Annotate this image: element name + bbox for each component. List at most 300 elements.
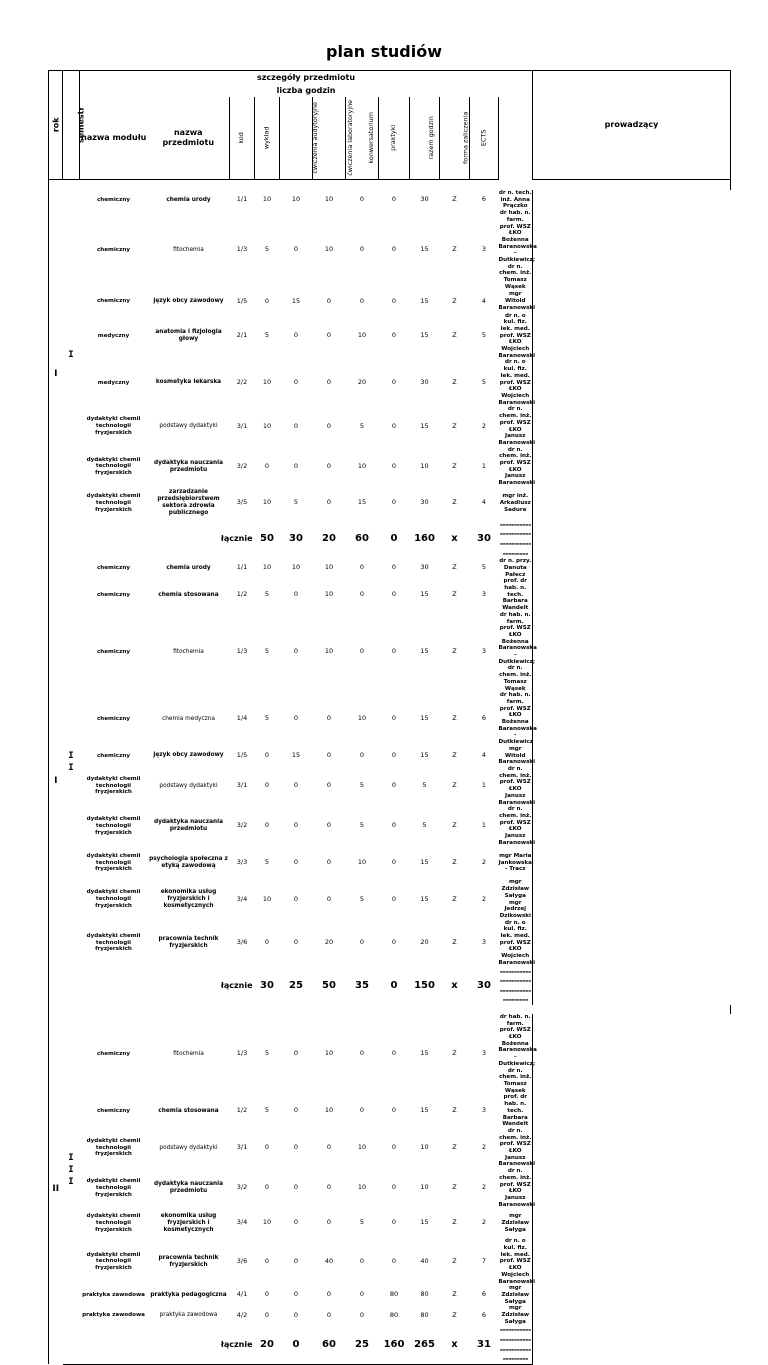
cw-lab-cell: 10	[324, 245, 334, 254]
subject-name: psychologia społeczna z etyką zawodową	[149, 855, 228, 869]
cw-aud-cell: 0	[293, 1106, 299, 1115]
ects-cell: 2	[481, 858, 487, 867]
sum-row	[49, 967, 731, 1005]
code-cell: 3/5	[236, 498, 248, 507]
ects-cell: 6	[481, 1310, 487, 1319]
code-cell: 3/1	[236, 781, 248, 790]
konwersatorium-cell: 10	[357, 1143, 367, 1152]
header-forma-zaliczenia: forma zaliczenia	[440, 97, 470, 180]
sum-f: x	[451, 979, 458, 991]
wyklad-cell: 10	[262, 1218, 272, 1227]
lecturer-cell: dr hab. n. farm. prof. WSZ ŁKO Bożenna Baranowska – Dutkiewicz; dr n. chem. inż. Tomasz Wąsek	[498, 1013, 537, 1094]
semestr-label: II	[68, 751, 74, 774]
spacer-cell	[49, 180, 731, 191]
subject-name: podstawy dydaktyki	[159, 423, 218, 430]
cw-lab-cell: 0	[326, 296, 332, 305]
cw-lab-cell: 0	[326, 1218, 332, 1227]
wyklad-cell: 0	[264, 1183, 270, 1192]
sum-w: 30	[260, 979, 274, 991]
ects-cell: 2	[481, 1183, 487, 1192]
razem-cell: 30	[420, 563, 429, 572]
cw-aud-cell: 0	[293, 938, 299, 947]
forma-cell: Z	[452, 378, 457, 387]
semestr-cell	[63, 558, 80, 966]
razem-cell: 15	[420, 647, 429, 656]
table-row	[49, 359, 731, 406]
table-row	[49, 879, 731, 919]
cw-lab-cell: 0	[326, 751, 332, 760]
rok-cell: I	[49, 190, 63, 558]
wyklad-cell: 5	[264, 1049, 270, 1058]
subject-name: fitochemia	[173, 1050, 204, 1057]
sum-e: 30	[477, 979, 491, 991]
razem-cell: 15	[420, 1049, 429, 1058]
forma-cell: Z	[452, 331, 457, 340]
razem-cell: 15	[420, 331, 429, 340]
code-cell: 1/5	[236, 296, 248, 305]
praktyki-cell: 80	[389, 1310, 399, 1319]
konwersatorium-cell: 5	[359, 421, 365, 430]
lecturer-cell: dr n. chem. inż. prof. WSZ ŁKO Janusz Baranowski	[498, 1127, 536, 1168]
cw-aud-cell: 0	[293, 1218, 299, 1227]
konwersatorium-cell: 5	[359, 821, 365, 830]
module-name: chemiczny	[96, 1050, 131, 1057]
praktyki-cell: 0	[391, 751, 397, 760]
wyklad-cell: 0	[264, 751, 270, 760]
praktyki-cell: 0	[391, 781, 397, 790]
wyklad-cell: 10	[262, 563, 272, 572]
wyklad-cell: 0	[264, 1256, 270, 1265]
ects-cell: 3	[481, 1049, 487, 1058]
subject-name: podstawy dydaktyki	[159, 782, 218, 789]
sum-e: 31	[470, 1325, 499, 1364]
wyklad-cell: 5	[264, 647, 270, 656]
forma-cell: Z	[452, 781, 457, 790]
code-cell: 3/4	[236, 894, 248, 903]
cw-lab-cell: 10	[324, 1106, 334, 1115]
lecturer-cell: dr n. chem. inż. prof. WSZ ŁKO Janusz Baranowski	[498, 1168, 536, 1208]
ects-cell: 4	[481, 296, 487, 305]
forma-cell: Z	[452, 590, 457, 599]
block-spacer	[49, 1005, 731, 1014]
sum-label: łącznie	[220, 534, 253, 544]
forma-cell: Z	[452, 1049, 457, 1058]
razem-cell: 15	[420, 245, 429, 254]
razem-cell: 15	[420, 751, 429, 760]
module-name: chemiczny	[96, 1107, 131, 1114]
razem-cell: 5	[422, 781, 427, 790]
cw-lab-cell: 10	[324, 195, 334, 204]
study-plan-table	[48, 70, 731, 1365]
cw-aud-cell: 10	[291, 563, 301, 572]
lecturer-cell: dr n. o kul. fiz. lek. med. prof. WSZ ŁKO Wojciech Baranowski	[498, 1238, 536, 1285]
module-name: dydaktyki chemii technologii fryzjerskich	[86, 852, 141, 873]
wyklad-cell: 10	[262, 498, 272, 507]
lecturer-cell: dr n. chem. inż. prof. WSZ ŁKO Janusz Baranowski	[498, 406, 536, 446]
rok-cell: I	[49, 558, 63, 1005]
lecturer-cell: dr n. o kul. fiz. lek. med. prof. WSZ ŁKO Wojciech Baranowski	[498, 312, 536, 359]
module-name: medyczny	[97, 332, 130, 339]
wyklad-cell: 5	[264, 1106, 270, 1115]
header-semestr: semestr	[63, 71, 80, 180]
wyklad-cell: 5	[264, 245, 270, 254]
sum-r: 160	[414, 533, 435, 545]
konwersatorium-cell: 10	[357, 1183, 367, 1192]
subject-name: chemia stosowana	[158, 591, 219, 598]
cw-aud-cell: 10	[291, 195, 301, 204]
header-nazwa-modulu: nazwa modułu	[80, 97, 148, 180]
code-cell: 1/3	[236, 1049, 248, 1058]
forma-cell: Z	[452, 751, 457, 760]
module-name: dydaktyki chemii technologii fryzjerskich	[86, 1178, 141, 1198]
konwersatorium-cell: 0	[359, 1256, 365, 1265]
table-row	[49, 487, 731, 520]
wyklad-cell: 0	[264, 296, 270, 305]
module-name: chemiczny	[96, 196, 131, 203]
module-name: chemiczny	[96, 591, 131, 598]
table-row	[49, 1238, 731, 1285]
rok-cell: II	[49, 1014, 63, 1364]
code-cell: 1/1	[236, 195, 248, 204]
cw-aud-cell: 0	[293, 1256, 299, 1265]
table-row	[49, 558, 731, 578]
razem-cell: 20	[420, 938, 429, 947]
table-row	[49, 1305, 731, 1325]
subject-name: dydaktyka nauczania przedmiotu	[153, 819, 224, 833]
cw-aud-cell: 5	[293, 498, 299, 507]
sum-k: 25	[346, 1325, 379, 1364]
code-cell: 1/2	[236, 1106, 248, 1115]
lecturer-cell: dr n. chem. inż. prof. WSZ ŁKO Janusz Baranowski	[498, 806, 536, 846]
code-cell: 1/5	[236, 751, 248, 760]
subject-name: chemia urody	[166, 196, 211, 203]
subject-name: fitochemia	[173, 246, 204, 253]
forma-cell: Z	[452, 1290, 457, 1299]
konwersatorium-cell: 15	[357, 498, 367, 507]
code-cell: 3/1	[236, 1143, 248, 1152]
sum-k: 60	[355, 533, 369, 545]
table-row	[49, 406, 731, 446]
cw-lab-cell: 0	[326, 1290, 332, 1299]
ects-cell: 1	[481, 781, 487, 790]
cw-aud-cell: 0	[293, 378, 299, 387]
table-row	[49, 1285, 731, 1305]
code-cell: 4/1	[236, 1290, 248, 1299]
sum-ca: 0	[280, 1325, 313, 1364]
sum-cl: 50	[322, 979, 336, 991]
wyklad-cell: 10	[262, 195, 272, 204]
header-nazwa-przedmiotu: nazwa przedmiotu	[148, 97, 230, 180]
razem-cell: 30	[420, 378, 429, 387]
praktyki-cell: 0	[391, 894, 397, 903]
sum-ca: 30	[289, 533, 303, 545]
subject-name: praktyka pedagogiczna	[150, 1291, 227, 1298]
razem-cell: 30	[420, 195, 429, 204]
sum-p: 160	[379, 1325, 410, 1364]
cw-aud-cell: 0	[293, 647, 299, 656]
module-name: dydaktyki chemii technologii fryzjerskich	[86, 1251, 141, 1272]
konwersatorium-cell: 0	[359, 1106, 365, 1115]
module-name: chemiczny	[96, 715, 131, 722]
subject-name: pracownia technik fryzjerskich	[158, 936, 219, 950]
subject-name: fitochemia	[173, 648, 204, 655]
razem-cell: 80	[420, 1310, 429, 1319]
ects-cell: 5	[481, 331, 487, 340]
praktyki-cell: 0	[391, 590, 397, 599]
lecturer-cell: dr n. chem. inż. prof. WSZ ŁKO Janusz Baranowski	[498, 446, 536, 487]
cw-aud-cell: 0	[293, 1143, 299, 1152]
forma-cell: Z	[452, 647, 457, 656]
wyklad-cell: 0	[264, 1143, 270, 1152]
module-name: dydaktyki chemii technologii fryzjerskich	[86, 456, 141, 477]
subject-name: chemia urody	[166, 564, 211, 571]
cw-lab-cell: 0	[326, 858, 332, 867]
semestr-label: III	[68, 1152, 74, 1187]
cw-lab-cell: 10	[324, 1049, 334, 1058]
table-row	[49, 1168, 731, 1208]
code-cell: 3/4	[236, 1218, 248, 1227]
forma-cell: Z	[452, 1106, 457, 1115]
praktyki-cell: 0	[391, 1049, 397, 1058]
sum-p: 0	[390, 979, 398, 991]
forma-cell: Z	[452, 421, 457, 430]
forma-cell: Z	[452, 1256, 457, 1265]
razem-cell: 40	[420, 1256, 429, 1265]
konwersatorium-cell: 0	[359, 563, 365, 572]
sum-ca: 25	[289, 979, 303, 991]
konwersatorium-cell: 0	[359, 1049, 365, 1058]
lecturer-cell: prof. dr hab. n. tech. Barbara Wandelt	[499, 1094, 533, 1128]
table-row	[49, 612, 731, 692]
table-row	[49, 1208, 731, 1238]
praktyki-cell: 80	[389, 1290, 399, 1299]
semestr-label: I	[68, 349, 74, 360]
cw-lab-cell: 10	[324, 590, 334, 599]
header-cwiczenia-audytoryjne: ćwiczenia audytoryjne	[280, 97, 313, 180]
module-name: chemiczny	[96, 246, 131, 253]
table-row	[49, 806, 731, 846]
razem-cell: 15	[420, 421, 429, 430]
cw-aud-cell: 0	[293, 331, 299, 340]
praktyki-cell: 0	[391, 331, 397, 340]
wyklad-cell: 10	[262, 894, 272, 903]
header-praktyki: praktyki	[379, 97, 410, 180]
subject-name: ekonomika usług fryzjerskich i kosmetycznych	[160, 889, 217, 910]
lecturer-cell: mgr Witold Baranowski	[498, 291, 536, 311]
forma-cell: Z	[452, 894, 457, 903]
wyklad-cell: 0	[264, 821, 270, 830]
praktyki-cell: 0	[391, 647, 397, 656]
sum-row	[49, 1325, 731, 1364]
subject-name: chemia stosowana	[158, 1107, 219, 1114]
module-name: medyczny	[97, 379, 130, 386]
ects-cell: 7	[481, 1256, 487, 1265]
sum-w: 20	[255, 1325, 280, 1364]
ects-cell: 1	[481, 461, 487, 470]
module-name: dydaktyki chemii technologii fryzjerskich	[86, 776, 141, 796]
razem-cell: 15	[420, 1218, 429, 1227]
praktyki-cell: 0	[391, 821, 397, 830]
razem-cell: 15	[420, 858, 429, 867]
subject-name: kosmetyka lekarska	[155, 379, 222, 386]
praktyki-cell: 0	[391, 1106, 397, 1115]
praktyki-cell: 0	[391, 245, 397, 254]
header-ects: ECTS	[470, 97, 499, 180]
module-name: dydaktyki chemii technologii fryzjerskich	[86, 416, 141, 436]
header-prowadzacy: prowadzący	[533, 71, 731, 180]
sum-e: 30	[477, 533, 491, 545]
cw-lab-cell: 0	[326, 378, 332, 387]
forma-cell: Z	[452, 1218, 457, 1227]
plan-body	[49, 180, 731, 1365]
cw-aud-cell: 0	[293, 821, 299, 830]
lecturer-cell: dr hab. n. farm. prof. WSZ ŁKO Bożenna Baranowska – Dutkiewicz; dr n. chem. inż. Tomasz Wąsek	[498, 611, 537, 692]
cw-lab-cell: 20	[324, 938, 334, 947]
lecturer-cell: dr n. tech. inż. Anna Prączko	[498, 190, 532, 210]
cw-aud-cell: 0	[293, 1049, 299, 1058]
ects-cell: 3	[481, 1106, 487, 1115]
sum-dashes: ------------------------------------------	[499, 519, 531, 558]
block-spacer	[49, 180, 731, 191]
subject-name: anatomia i fizjologia głowy	[155, 329, 222, 342]
praktyki-cell: 0	[391, 421, 397, 430]
cw-aud-cell: 0	[293, 714, 299, 723]
forma-cell: Z	[452, 714, 457, 723]
ects-cell: 4	[481, 498, 487, 507]
lecturer-cell: dr n. chem. inż. prof. WSZ ŁKO Janusz Baranowski	[498, 766, 536, 806]
cw-lab-cell: 0	[326, 821, 332, 830]
module-name: dydaktyki chemii technologii fryzjerskich	[86, 933, 141, 953]
razem-cell: 15	[420, 894, 429, 903]
razem-cell: 30	[420, 498, 429, 507]
module-name: dydaktyki chemii technologii fryzjerskich	[86, 889, 141, 909]
razem-cell: 15	[420, 1106, 429, 1115]
forma-cell: Z	[452, 195, 457, 204]
lecturer-cell: mgr Zdzisław Sałyga mgr Jedrzej Dzikowski	[499, 879, 531, 919]
wyklad-cell: 0	[264, 938, 270, 947]
praktyki-cell: 0	[391, 461, 397, 470]
table-row	[49, 190, 731, 210]
subject-name: chemia medyczna	[162, 715, 215, 722]
forma-cell: Z	[452, 938, 457, 947]
konwersatorium-cell: 10	[357, 714, 367, 723]
sum-cl: 60	[313, 1325, 346, 1364]
forma-cell: Z	[452, 245, 457, 254]
praktyki-cell: 0	[391, 296, 397, 305]
table-row	[49, 1094, 731, 1128]
lecturer-cell: mgr Witold Baranowski	[498, 745, 536, 766]
cw-aud-cell: 15	[291, 751, 301, 760]
wyklad-cell: 0	[264, 461, 270, 470]
ects-cell: 2	[481, 421, 487, 430]
sum-dashes: ------------------------------------------	[499, 1325, 531, 1364]
konwersatorium-cell: 0	[359, 647, 365, 656]
subject-name: ekonomika usług fryzjerskich i kosmetycznych	[160, 1212, 217, 1233]
subject-name: dydaktyka nauczania przedmiotu	[153, 459, 224, 473]
konwersatorium-cell: 0	[359, 1290, 365, 1299]
ects-cell: 4	[481, 751, 487, 760]
razem-cell: 80	[420, 1290, 429, 1299]
code-cell: 3/1	[236, 421, 248, 430]
module-name: dydaktyki chemii technologii fryzjerskich	[86, 1137, 141, 1158]
cw-lab-cell: 0	[326, 1310, 332, 1319]
header-wyklad: wykład	[255, 97, 280, 180]
praktyki-cell: 0	[391, 1218, 397, 1227]
konwersatorium-cell: 0	[359, 296, 365, 305]
ects-cell: 3	[481, 647, 487, 656]
ects-cell: 2	[481, 1143, 487, 1152]
konwersatorium-cell: 0	[359, 245, 365, 254]
code-cell: 3/6	[236, 938, 248, 947]
lecturer-cell: mgr Zdzisław Sałyga	[499, 1305, 533, 1325]
cw-lab-cell: 0	[326, 461, 332, 470]
header-szczegoly: szczegóły przedmiotu	[80, 71, 533, 85]
code-cell: 1/3	[236, 245, 248, 254]
lecturer-cell: mgr inż. Arkadiusz Sadura	[499, 487, 533, 520]
subject-name: praktyka zawodowa	[159, 1311, 218, 1318]
cw-lab-cell: 0	[326, 1183, 332, 1192]
code-cell: 3/2	[236, 821, 248, 830]
ects-cell: 5	[481, 563, 487, 572]
ects-cell: 3	[481, 938, 487, 947]
cw-aud-cell: 0	[293, 1290, 299, 1299]
subject-name: język obcy zawodowy	[153, 752, 224, 759]
subject-name: dydaktyka nauczania przedmiotu	[153, 1181, 224, 1195]
ects-cell: 3	[481, 590, 487, 599]
header-rok: rok	[49, 71, 63, 180]
konwersatorium-cell: 0	[359, 938, 365, 947]
sum-p: 0	[390, 533, 398, 545]
table-row	[49, 578, 731, 612]
konwersatorium-cell: 5	[359, 1218, 365, 1227]
cw-aud-cell: 0	[293, 245, 299, 254]
forma-cell: Z	[452, 296, 457, 305]
praktyki-cell: 0	[391, 498, 397, 507]
header-kod: kod	[230, 97, 255, 180]
table-row	[49, 920, 731, 967]
table-row	[49, 447, 731, 487]
table-row	[49, 746, 731, 766]
code-cell: 3/6	[236, 1256, 248, 1265]
code-cell: 1/1	[236, 563, 248, 572]
cw-lab-cell: 0	[326, 498, 332, 507]
wyklad-cell: 5	[264, 331, 270, 340]
praktyki-cell: 0	[391, 195, 397, 204]
lecturer-cell: mgr Zdzisław Sałyga	[499, 1208, 533, 1238]
wyklad-cell: 0	[264, 1310, 270, 1319]
cw-lab-cell: 0	[326, 781, 332, 790]
ects-cell: 2	[481, 1218, 487, 1227]
wyklad-cell: 5	[264, 714, 270, 723]
table-row	[49, 210, 731, 290]
razem-cell: 15	[420, 590, 429, 599]
header-liczba-godzin: liczba godzin	[80, 84, 533, 97]
table-row	[49, 1014, 731, 1094]
table-row	[49, 291, 731, 313]
cw-lab-cell: 0	[326, 1143, 332, 1152]
ects-cell: 6	[481, 714, 487, 723]
wyklad-cell: 5	[264, 858, 270, 867]
sum-cl: 20	[322, 533, 336, 545]
konwersatorium-cell: 20	[357, 378, 367, 387]
sum-dashes: ------------------------------------------	[499, 966, 531, 1005]
praktyki-cell: 0	[391, 1256, 397, 1265]
code-cell: 1/2	[236, 590, 248, 599]
cw-lab-cell: 10	[324, 647, 334, 656]
cw-lab-cell: 0	[326, 331, 332, 340]
table-row	[49, 692, 731, 746]
razem-cell: 15	[420, 296, 429, 305]
